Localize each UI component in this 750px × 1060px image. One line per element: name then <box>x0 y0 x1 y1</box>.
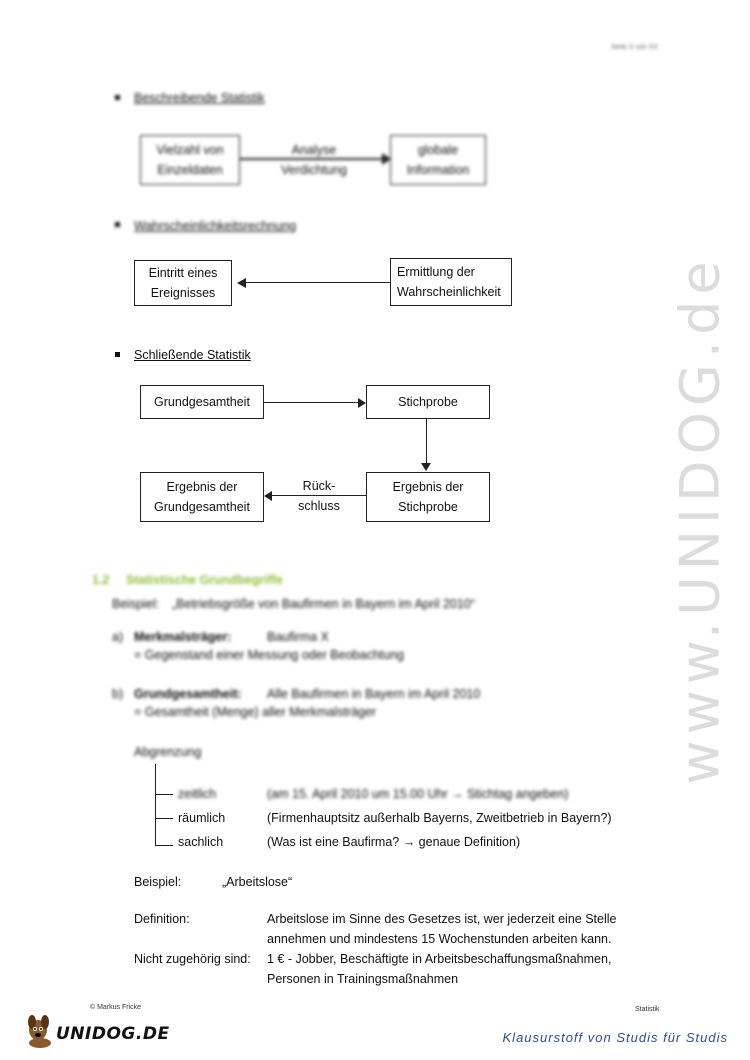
box-result-sample: Ergebnis der Stichprobe <box>366 472 490 522</box>
delimitation-desc: (am 15. April 2010 um 15.00 Uhr → Stichtag angeben) <box>267 787 569 801</box>
term-label: Grundgesamtheit: <box>134 687 242 701</box>
definition-text: Arbeitslose im Sinne des Gesetzes ist, wer jederzeit eine Stelle annehmen und mindestens 15 Wochenstunden arbeiten kann. <box>267 912 617 946</box>
bullet <box>115 222 120 227</box>
example-text: „Betriebsgröße von Baufirmen in Bayern im April 2010“ <box>172 597 475 611</box>
arrow-head-icon <box>358 398 366 408</box>
box-individual-data: Vielzahl von Einzeldaten <box>140 135 240 185</box>
bullet <box>115 95 120 100</box>
term-definition: = Gegenstand einer Messung oder Beobachtung <box>134 648 404 662</box>
arrow-label: Analyse Verdichtung <box>280 143 348 177</box>
section-heading: Statistische Grundbegriffe <box>126 573 283 587</box>
arrow-line <box>426 419 427 465</box>
box-global-information: globale Information <box>390 135 486 185</box>
arrow-line <box>264 402 360 403</box>
box-result-population: Ergebnis der Grundgesamtheit <box>140 472 264 522</box>
term-label: Merkmalsträger: <box>134 630 232 644</box>
box-population: Grundgesamtheit <box>140 385 264 419</box>
example-value: „Arbeitslose“ <box>222 875 293 889</box>
arrow-head-icon <box>421 463 431 471</box>
box-sample: Stichprobe <box>366 385 490 419</box>
watermark: www.UNIDOG.de <box>668 255 732 785</box>
item-label: a) <box>112 630 124 644</box>
box-event-occurrence: Eintritt eines Ereignisses <box>134 260 232 306</box>
delimitation-desc: (Firmenhauptsitz außerhalb Bayerns, Zweitbetrieb in Bayern?) <box>267 811 612 825</box>
arrow-line <box>246 282 390 283</box>
tree-line <box>155 764 156 846</box>
arrow-head-icon <box>264 491 272 501</box>
delimitation-title: Abgrenzung <box>134 745 202 759</box>
arrow-label: Rück- schluss <box>298 479 340 513</box>
footer-tagline: Klausurstoff von Studis für Studis <box>502 1030 728 1045</box>
tree-branch <box>155 794 173 795</box>
tree-branch <box>155 818 173 819</box>
delimitation-term: sachlich <box>178 835 224 849</box>
unidog-logo[interactable] <box>24 1012 170 1055</box>
arrow-head-icon <box>237 278 246 288</box>
definition-label: Definition: <box>134 912 190 926</box>
logo-text: UNIDOG.DE <box>56 1024 170 1044</box>
section-title: Schließende Statistik <box>134 348 251 362</box>
footer-author: © Markus Fricke <box>90 1004 142 1011</box>
tree-branch <box>155 845 173 846</box>
delimitation-term: räumlich <box>178 811 226 825</box>
section-number: 1.2 <box>92 573 110 587</box>
bullet <box>115 352 120 357</box>
section-title: Wahrscheinlichkeitsrechnung <box>134 219 297 233</box>
box-probability-calculation: Ermittlung der Wahrscheinlichkeit <box>390 258 512 306</box>
term-value: Alle Baufirmen in Bayern im April 2010 <box>267 687 481 701</box>
excluded-text: 1 € - Jobber, Beschäftigte in Arbeitsbeschaffungsmaßnahmen, Personen in Trainingsmaßnahmen <box>267 952 612 986</box>
excluded-label: Nicht zugehörig sind: <box>134 952 251 966</box>
section-title: Beschreibende Statistik <box>134 91 265 105</box>
footer-subject: Statistik <box>635 1006 660 1013</box>
page-reference: Seite X von XX <box>611 44 659 51</box>
example-label: Beispiel: <box>134 875 182 889</box>
example-label: Beispiel: <box>112 597 160 611</box>
term-value: Baufirma X <box>267 630 329 644</box>
delimitation-term: zeitlich <box>178 787 217 801</box>
item-label: b) <box>112 687 124 701</box>
term-definition: = Gesamtheit (Menge) aller Merkmalsträger <box>134 705 377 719</box>
delimitation-desc: (Was ist eine Baufirma? → genaue Definition) <box>267 835 521 849</box>
